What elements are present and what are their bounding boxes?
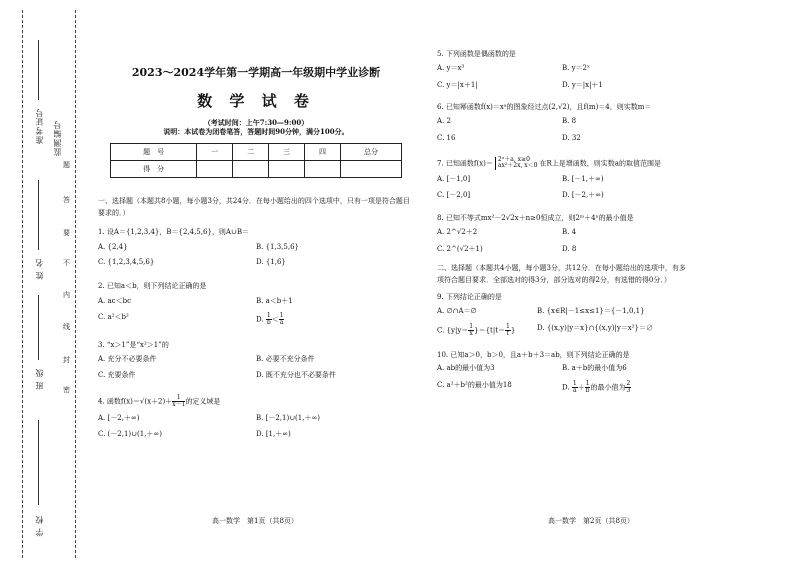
option-d: D. {(x,y)|y＝x}∩{(x,y)|y＝x²}＝∅ xyxy=(537,323,653,332)
option-c: C. {1,2,3,4,5,6} xyxy=(98,258,155,267)
denominator: x－1 xyxy=(172,400,186,408)
score-cell xyxy=(197,161,233,178)
name-underline xyxy=(38,180,39,250)
option-a: A. [－1,0] xyxy=(437,174,471,183)
numerator: 1 xyxy=(266,311,271,319)
option-b: B. [－1,＋∞) xyxy=(562,174,604,183)
seal-char: 线 xyxy=(63,323,70,331)
stem-part: 7. 已知函数f(x)＝ xyxy=(437,159,493,168)
piecewise-brace xyxy=(495,157,538,170)
option-label: D. xyxy=(562,383,570,392)
binding-strip xyxy=(0,0,82,566)
question-stem: 10. 已知a＞0，b＞0，且a＋b＋3＝ab，则下列结论正确的是 xyxy=(437,350,630,359)
denominator: b xyxy=(585,387,590,395)
score-cell xyxy=(233,161,269,178)
option-d xyxy=(562,381,687,394)
operator: ＋ xyxy=(577,383,585,392)
numerator: 2 xyxy=(626,380,631,388)
option-c: C. a²＋b²的最小值为18 xyxy=(437,381,512,390)
option-a: A. 充分不必要条件 xyxy=(98,355,157,364)
question-stem: 6. 已知幂函数f(x)＝xᵃ的图象经过点(2,√2)，且f(m)＝4，则实数m＝ xyxy=(437,103,652,112)
stem-part: 4. 函数f(x)＝√(x＋2)＋ xyxy=(98,397,173,406)
numerator: 1 xyxy=(572,380,577,388)
option-c xyxy=(437,324,537,337)
score-cell xyxy=(340,161,401,178)
question-5 xyxy=(437,50,687,97)
case-1: 2ˣ＋a, x≥0 xyxy=(497,155,530,163)
question-options xyxy=(98,243,414,275)
score-cell xyxy=(269,161,305,178)
denominator: a xyxy=(572,387,577,395)
option-c: C. 16 xyxy=(437,133,456,142)
question-options xyxy=(437,307,687,345)
option-b: B. 4 xyxy=(562,227,577,236)
cut-line-outer xyxy=(22,10,23,558)
numerator: 1 xyxy=(506,322,510,330)
school-underline xyxy=(38,420,39,505)
score-table-score-row xyxy=(111,161,402,178)
question-options xyxy=(437,117,687,151)
option-a: A. ∅∩A＝∅ xyxy=(437,306,477,315)
option-b: B. y＝2ˣ xyxy=(562,63,590,72)
class-underline xyxy=(38,295,39,360)
question-options xyxy=(437,228,687,262)
exam-title: 2023～2024学年第一学期高一年级期中学业诊断 xyxy=(131,66,381,79)
question-stem: 3. “x＞1”是“x²＞1”的 xyxy=(98,340,169,349)
question-stem: 1. 设A＝{1,2,3,4}，B＝{2,4,5,6}，则A∪B＝ xyxy=(98,227,249,236)
numerator: 1 xyxy=(469,322,474,330)
option-b: B. 必要不充分条件 xyxy=(256,355,315,364)
option-d: D. {1,6} xyxy=(256,258,286,267)
score-cell: 总分 xyxy=(340,144,401,161)
section-1-header: 一、选择题（本题共8小题，每小题3分，共24分．在每小题给出的四个选项中，只有一项是符合题目要求的．） xyxy=(98,197,410,217)
exam-time: （考试时间：上午7:30—9:00） xyxy=(203,117,309,127)
option-label: D. xyxy=(256,315,264,324)
question-options xyxy=(437,175,687,209)
option-b: B. a＋b的最小值为6 xyxy=(562,364,627,373)
numerator: 1 xyxy=(585,380,590,388)
option-a: A. {2,4} xyxy=(98,242,128,251)
numerator: 1 xyxy=(279,311,284,319)
option-d: D. 8 xyxy=(562,244,577,253)
question-stem: 5. 下列函数是偶函数的是 xyxy=(437,50,516,58)
option-b: B. a＜b＋1 xyxy=(256,296,293,305)
question-9 xyxy=(437,293,687,345)
option-a: A. 2^√2＋2 xyxy=(437,227,478,236)
question-options xyxy=(437,364,687,402)
question-7 xyxy=(437,157,687,209)
question-6 xyxy=(437,103,687,150)
question-2 xyxy=(98,282,414,333)
school-label: 学 校 xyxy=(35,515,44,537)
score-cell: 题 号 xyxy=(111,144,197,161)
seal-char: 内 xyxy=(63,291,70,299)
question-4 xyxy=(98,395,414,446)
question-options xyxy=(437,64,687,98)
option-c: C. y＝|x＋1| xyxy=(437,80,478,89)
option-b: B. 8 xyxy=(562,117,577,125)
class-label: 班 级 xyxy=(35,368,44,390)
left-footer: 高一数学 第1页（共8页） xyxy=(212,517,298,525)
fraction xyxy=(279,313,285,326)
score-cell: 二 xyxy=(233,144,269,161)
question-options xyxy=(98,355,414,387)
stem-part: 在R上是增函数，则实数a的取值范围是 xyxy=(539,159,661,168)
option-d: D. 既不充分也不必要条件 xyxy=(256,371,336,380)
question-stem: 9. 下列结论正确的是 xyxy=(437,293,502,302)
seat-no-label: 监测编号 xyxy=(53,120,62,156)
question-options xyxy=(98,297,414,333)
option-a: A. ac＜bc xyxy=(98,296,132,305)
score-cell: 四 xyxy=(304,144,340,161)
seal-char: 答 xyxy=(63,196,70,204)
seal-char: 密 xyxy=(63,386,70,394)
option-b: B. [－2,1)∪(1,＋∞) xyxy=(256,413,321,422)
score-cell: 三 xyxy=(269,144,305,161)
question-1 xyxy=(98,228,414,274)
relation: ＜ xyxy=(271,315,279,324)
option-a: A. 2 xyxy=(437,117,451,125)
option-c: C. 2^(√2＋1) xyxy=(437,244,483,253)
option-a: A. y＝x³ xyxy=(437,63,465,72)
stem-part: 的定义域是 xyxy=(185,397,221,406)
question-stem xyxy=(437,157,687,170)
denominator: b xyxy=(266,318,271,326)
name-label: 姓 名 xyxy=(35,258,44,280)
score-cell xyxy=(304,161,340,178)
option-c: C. [－2,0] xyxy=(437,191,471,200)
exam-no-underline xyxy=(38,40,39,100)
seal-char: 要 xyxy=(63,229,70,237)
option-a: A. ab的最小值为3 xyxy=(437,364,495,373)
score-table xyxy=(110,143,402,178)
option-d: D. 32 xyxy=(562,133,581,142)
seal-char: 不 xyxy=(63,259,70,267)
case-2: ax²＋2x, x＜0 xyxy=(497,162,538,170)
question-stem: 2. 已知a＜b，则下列结论正确的是 xyxy=(98,282,207,291)
exam-no-label: 准考证号 xyxy=(35,108,44,144)
option-c: C. a²＜b² xyxy=(98,312,129,321)
option-d: D. y＝|x|＋1 xyxy=(562,80,603,89)
question-stem: 8. 已知不等式mx²－2√2x＋n≥0恒成立，则2ᵐ＋4ⁿ的最小值是 xyxy=(437,214,634,223)
denominator: x xyxy=(469,329,473,337)
numerator: 1 xyxy=(172,395,185,402)
denominator: t xyxy=(506,329,510,337)
stem-part: }＝{t|t＝ xyxy=(474,326,506,335)
section-2-header: 二、选择题（本题共4小题，每小题3分，共12分．在每小题给出的选项中，有多项符合题目要求．全部选对的得3分，部分选对的得2分，有选错的得0分．） xyxy=(437,264,686,285)
option-a: A. [－2,＋∞) xyxy=(98,413,140,422)
stem-part: 的最小值为 xyxy=(590,383,626,392)
option-d: D. [1,＋∞) xyxy=(256,429,291,438)
question-options xyxy=(98,414,414,446)
fraction xyxy=(172,395,185,408)
option-c: C. 充要条件 xyxy=(98,371,136,380)
score-cell: 得 分 xyxy=(111,161,197,178)
score-cell: 一 xyxy=(197,144,233,161)
option-d: D. [－2,＋∞) xyxy=(562,191,604,200)
exam-note: 说明：本试卷为闭卷笔答，答题时间90分钟，满分100分。 xyxy=(163,127,349,137)
option-c: C. (－2,1)∪(1,＋∞) xyxy=(98,429,162,438)
stem-part: } xyxy=(510,326,516,335)
denominator: a xyxy=(279,318,284,326)
seal-char: 封 xyxy=(63,356,70,364)
question-8 xyxy=(437,214,687,261)
option-b: B. {1,3,5,6} xyxy=(256,242,299,251)
score-table-header-row xyxy=(111,144,402,161)
option-d xyxy=(256,313,414,326)
left-column xyxy=(98,46,414,445)
subject-title: 数 学 试 卷 xyxy=(197,91,315,110)
question-10 xyxy=(437,351,687,403)
right-column xyxy=(437,50,687,402)
right-footer: 高一数学 第2页（共8页） xyxy=(548,517,634,525)
exam-info xyxy=(98,118,414,138)
option-b: B. {x∈R|－1≤x≤1}＝{－1,0,1} xyxy=(537,306,645,315)
seal-line xyxy=(75,10,76,558)
seal-char: 题 xyxy=(63,161,70,169)
fraction xyxy=(625,381,631,394)
stem-part: C. {y|y＝ xyxy=(437,326,469,335)
question-stem xyxy=(98,395,414,408)
denominator: 3 xyxy=(626,387,631,395)
question-3 xyxy=(98,341,414,387)
